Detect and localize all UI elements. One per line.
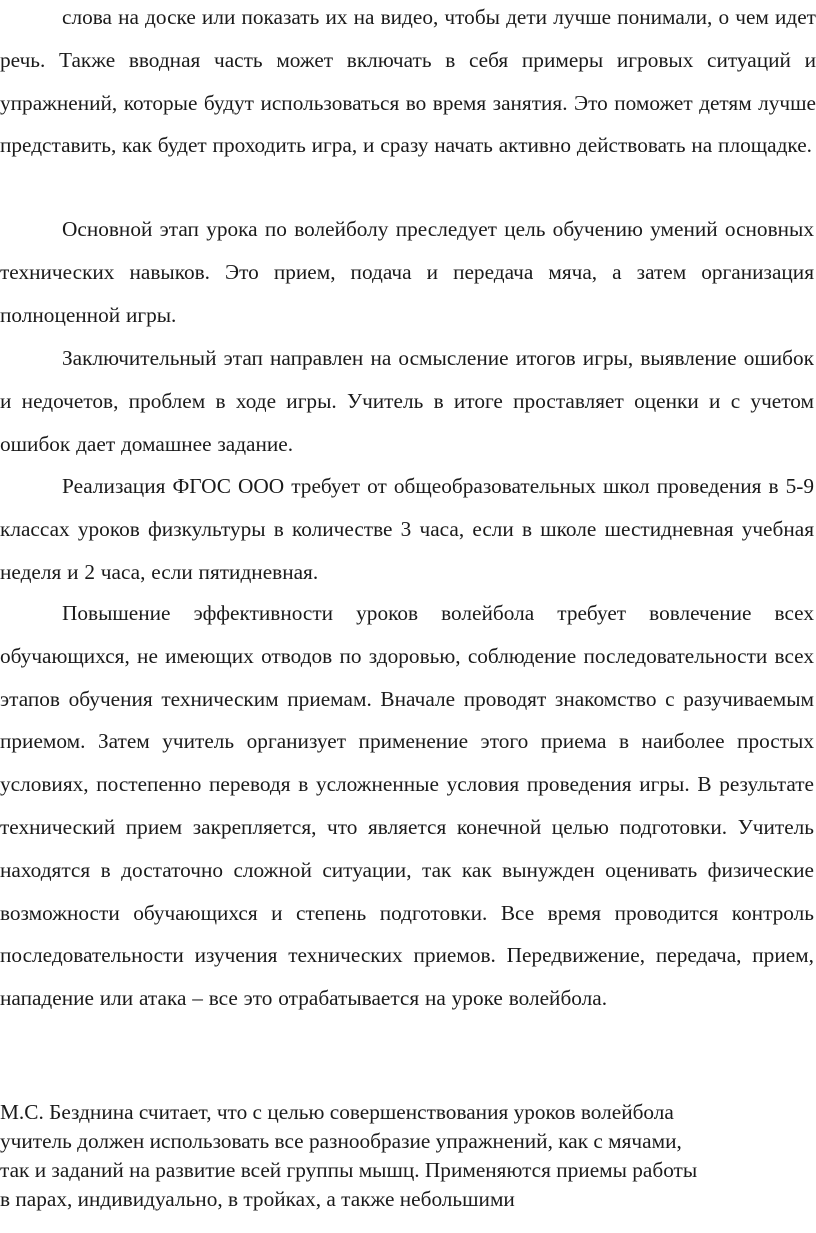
paragraph-intro-continuation: слова на доске или показать их на видео, чтобы дети лучше понимали, о чем идет речь. Также вводная часть может включать в себя примеры игровых ситуаций и упражнений, которые будут использоваться во время занятия. Это поможет детям лучше представить, как будет проходить игра, и сразу начать активно действовать на площадке. — [0, 5, 816, 158]
paragraph-bezdnina — [0, 1098, 800, 1214]
text-line: учитель должен использовать все разнообразие упражнений, как с мячами, — [0, 1129, 682, 1153]
paragraph-final-stage: Заключительный этап направлен на осмысление итогов игры, выявление ошибок и недочетов, проблем в ходе игры. Учитель в итоге проставляет оценки и с учетом ошибок дает домашнее задание. — [0, 346, 814, 456]
text-line: М.С. Безднина считает, что с целью совершенствования уроков волейбола — [0, 1100, 674, 1124]
text-line: так и заданий на развитие всей группы мышц. Применяются приемы работы — [0, 1158, 698, 1182]
paragraph-effectiveness: Повышение эффективности уроков волейбола требует вовлечение всех обучающихся, не имеющих отводов по здоровью, соблюдение последовательности всех этапов обучения техническим приемам. Вначале проводят знакомство с разучиваемым приемом. Затем учитель организует применение этого приема в наиболее простых условиях, постепенно переводя в усложненные условия проведения игры. В результате технический прием закрепляется, что является конечной целью подготовки. Учитель находятся в достаточно сложной ситуации, так как вынужден оценивать физические возможности обучающихся и степень подготовки. Все время проводится контроль последовательности изучения технических приемов. Передвижение, передача, прием, нападение или атака – все это отрабатывается на уроке волейбола. — [0, 601, 814, 1011]
paragraph-main-stage: Основной этап урока по волейболу преследует цель обучению умений основных технических навыков. Это прием, подача и передача мяча, а затем организация полноценной игры. — [0, 217, 814, 327]
text-line: в парах, индивидуально, в тройках, а также небольшими — [0, 1187, 515, 1211]
paragraph-fgos: Реализация ФГОС ООО требует от общеобразовательных школ проведения в 5-9 классах уроков физкультуры в количестве 3 часа, если в школе шестидневная учебная неделя и 2 часа, если пятидневная. — [0, 474, 814, 584]
